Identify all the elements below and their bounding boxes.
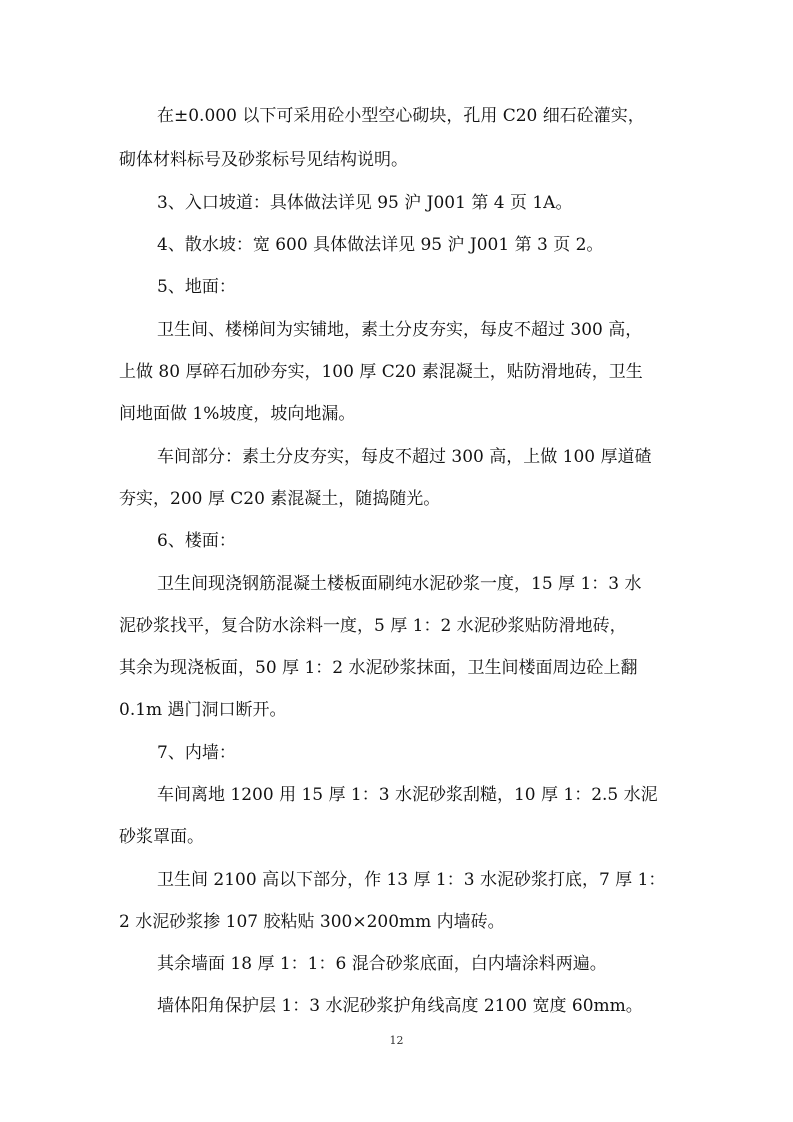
section-heading: 5、地面： (157, 277, 236, 297)
text-line: 间地面做 1%坡度，坡向地漏。 (119, 404, 356, 424)
text-line: 2 水泥砂浆掺 107 胶粘贴 300×200mm 内墙砖。 (119, 912, 505, 932)
text-line: 砌体材料标号及砂浆标号见结构说明。 (119, 150, 408, 170)
text-line: 卫生间、楼梯间为实铺地，素土分皮夯实，每皮不超过 300 高， (157, 320, 643, 340)
text-line: 墙体阳角保护层 1：3 水泥砂浆护角线高度 2100 宽度 60mm。 (157, 996, 643, 1016)
text-line: 卫生间现浇钢筋混凝土楼板面刷纯水泥砂浆一度，15 厚 1：3 水 (157, 574, 642, 594)
text-line: 车间离地 1200 用 15 厚 1：3 水泥砂浆刮糙，10 厚 1：2.5 水泥 (157, 785, 658, 805)
text-line: 其余为现浇板面，50 厚 1：2 水泥砂浆抹面，卫生间楼面周边砼上翻 (119, 658, 638, 678)
section-heading: 6、楼面： (157, 531, 236, 551)
text-line: 在±0.000 以下可采用砼小型空心砌块，孔用 C20 细石砼灌实， (157, 106, 645, 126)
text-line: 泥砂浆找平，复合防水涂料一度，5 厚 1：2 水泥砂浆贴防滑地砖， (119, 616, 627, 636)
text-line: 3、入口坡道：具体做法详见 95 沪 J001 第 4 页 1A。 (157, 193, 573, 213)
page-number: 12 (389, 1034, 404, 1047)
section-heading: 7、内墙： (157, 743, 236, 763)
text-line: 车间部分：素土分皮夯实，每皮不超过 300 高，上做 100 厚道碴 (157, 447, 652, 467)
text-line: 4、散水坡：宽 600 具体做法详见 95 沪 J001 第 3 页 2。 (157, 235, 604, 255)
text-line: 其余墙面 18 厚 1：1：6 混合砂浆底面，白内墙涂料两遍。 (157, 954, 607, 974)
text-line: 0.1m 遇门洞口断开。 (119, 700, 287, 720)
text-line: 夯实，200 厚 C20 素混凝土，随捣随光。 (119, 489, 441, 509)
text-line: 砂浆罩面。 (119, 827, 204, 847)
text-line: 卫生间 2100 高以下部分，作 13 厚 1：3 水泥砂浆打底，7 厚 1： (157, 870, 666, 890)
text-line: 上做 80 厚碎石加砂夯实，100 厚 C20 素混凝土，贴防滑地砖，卫生 (119, 362, 643, 382)
